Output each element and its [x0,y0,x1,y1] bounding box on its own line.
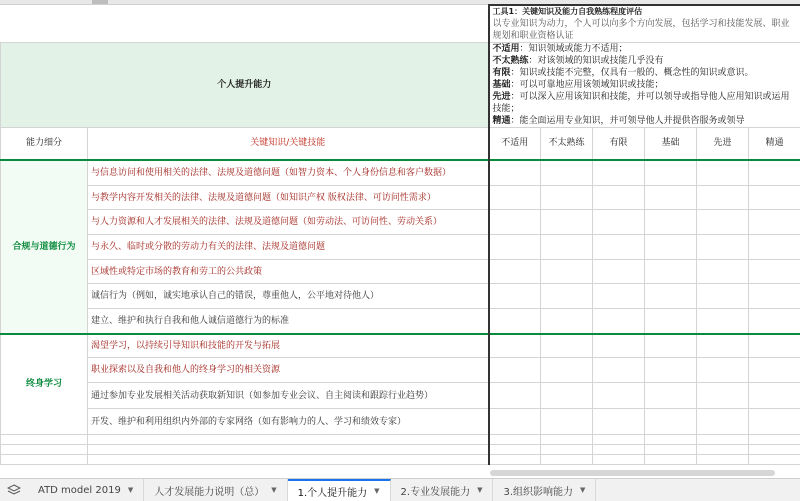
level-line: 不适用：知识领域或能力不适用； [493,43,798,55]
empty-cell[interactable] [541,455,593,465]
rating-cell[interactable] [749,409,800,435]
page-title[interactable]: 个人提升能力 [1,43,489,128]
rating-cell[interactable] [489,186,541,210]
empty-cell[interactable] [645,445,697,455]
dropdown-icon: ▼ [477,486,482,494]
empty-cell[interactable] [489,435,541,445]
table-row-item[interactable]: 职业探索以及自我和他人的终身学习的相关资源 [88,358,489,383]
column-header-knowledge[interactable]: 关键知识/关键技能 [88,128,489,160]
tool-description-cell[interactable] [489,5,800,43]
empty-cell[interactable] [541,435,593,445]
rating-cell[interactable] [541,358,593,383]
rating-cell[interactable] [489,160,541,186]
rating-cell[interactable] [593,260,645,284]
rating-cell[interactable] [593,409,645,435]
rating-cell[interactable] [697,383,749,409]
spreadsheet-grid[interactable] [0,4,800,476]
rating-cell[interactable] [645,358,697,383]
column-header-rating[interactable]: 不适用 [489,128,541,160]
table-row-item[interactable]: 与人力资源和人才发展相关的法律、法规及道德问题（如劳动法、可访问性、劳动关系） [88,210,489,235]
rating-cell[interactable] [489,309,541,334]
sheets-layers-icon[interactable] [0,479,28,501]
level-line: 基础：可以可靠地应用该领域知识或技能； [493,79,798,91]
empty-cell[interactable] [489,445,541,455]
column-header-rating[interactable]: 不太熟练 [541,128,593,160]
empty-cell[interactable] [593,445,645,455]
rating-cell[interactable] [489,260,541,284]
empty-cell[interactable] [1,435,88,445]
rating-cell[interactable] [697,409,749,435]
tab-label: ATD model 2019 [38,485,121,496]
empty-cell[interactable] [749,445,800,455]
rating-cell[interactable] [541,235,593,260]
rating-cell[interactable] [645,334,697,358]
level-line: 有限：知识或技能不完整，仅具有一般的、概念性的知识或意识。 [493,67,798,79]
rating-cell[interactable] [541,334,593,358]
rating-cell[interactable] [645,260,697,284]
empty-cell[interactable] [88,445,489,455]
dropdown-icon: ▼ [128,486,133,494]
rating-cell[interactable] [645,160,697,186]
rating-cell[interactable] [697,210,749,235]
rating-cell[interactable] [749,160,800,186]
empty-cell[interactable] [1,445,88,455]
rating-cell[interactable] [697,186,749,210]
empty-cell[interactable] [645,435,697,445]
rating-cell[interactable] [697,160,749,186]
rating-cell[interactable] [645,235,697,260]
rating-cell[interactable] [489,235,541,260]
rating-cell[interactable] [593,235,645,260]
empty-cell[interactable] [697,455,749,465]
rating-cell[interactable] [593,383,645,409]
level-legend[interactable] [489,43,800,128]
rating-cell[interactable] [645,383,697,409]
rating-cell[interactable] [593,284,645,309]
tab-label: 人才发展能力说明（总） [154,483,264,498]
rating-cell[interactable] [749,186,800,210]
rating-cell[interactable] [697,334,749,358]
rating-cell[interactable] [645,409,697,435]
rating-cell[interactable] [541,210,593,235]
empty-cell[interactable] [697,445,749,455]
empty-cell[interactable] [593,455,645,465]
rating-cell[interactable] [697,309,749,334]
rating-cell[interactable] [489,284,541,309]
rating-cell[interactable] [749,284,800,309]
empty-cell[interactable] [541,445,593,455]
horizontal-scrollbar[interactable] [490,470,775,476]
rating-cell[interactable] [697,260,749,284]
dropdown-icon: ▼ [271,486,276,494]
layers-icon [7,483,21,497]
tab-personal-capability[interactable] [288,479,391,501]
column-header-category[interactable]: 能力细分 [1,128,88,160]
empty-cell[interactable] [749,455,800,465]
tool-title: 工具1：关键知识及能力自我熟练程度评估 [493,6,798,18]
table-row-item[interactable]: 与信息访问和使用相关的法律、法规及道德问题（如智力资本、个人身份信息和客户数据） [88,160,489,186]
rating-cell[interactable] [593,186,645,210]
sheet-tab-bar [0,478,800,501]
tab-talent-overview[interactable] [144,479,287,501]
table-row-item[interactable]: 诚信行为（例如，诚实地承认自己的错误，尊重他人，公平地对待他人） [88,284,489,309]
rating-cell[interactable] [645,284,697,309]
rating-cell[interactable] [749,210,800,235]
empty-cell[interactable] [645,455,697,465]
table-row-item[interactable]: 与教学内容开发相关的法律、法规及道德问题（如知识产权 版权法律、可访问性需求） [88,186,489,210]
tab-label: 3.组织影响能力 [503,483,573,498]
table-row-item[interactable]: 通过参加专业发展相关活动获取新知识（如参加专业会议、自主阅读和跟踪行业趋势） [88,383,489,409]
rating-cell[interactable] [541,160,593,186]
level-line: 精通：能全面运用专业知识，并可领导他人并提供咨服务或领导 [493,115,798,127]
rating-cell[interactable] [593,358,645,383]
category-lifelong-learning[interactable]: 终身学习 [1,334,88,435]
dropdown-icon: ▼ [580,486,585,494]
rating-cell[interactable] [489,334,541,358]
rating-cell[interactable] [749,334,800,358]
table-row-item[interactable]: 渴望学习，以持续引导知识和技能的开发与拓展 [88,334,489,358]
rating-cell[interactable] [541,409,593,435]
column-header-rating[interactable]: 先进 [697,128,749,160]
rating-cell[interactable] [489,358,541,383]
rating-cell[interactable] [541,186,593,210]
rating-cell[interactable] [593,210,645,235]
rating-cell[interactable] [489,383,541,409]
rating-cell[interactable] [749,358,800,383]
rating-cell[interactable] [749,309,800,334]
rating-cell[interactable] [645,309,697,334]
rating-cell[interactable] [593,309,645,334]
rating-cell[interactable] [749,235,800,260]
level-line: 不太熟练：对该领域的知识或技能几乎没有 [493,55,798,67]
column-header-rating[interactable]: 有限 [593,128,645,160]
dropdown-icon: ▼ [374,487,379,495]
tab-org-impact[interactable] [493,479,596,501]
competency-table [0,4,800,465]
rating-cell[interactable] [541,383,593,409]
rating-cell[interactable] [697,235,749,260]
tab-label: 1.个人提升能力 [298,484,368,499]
tab-atd-model[interactable] [28,479,144,501]
rating-cell[interactable] [749,383,800,409]
blank-cell [1,5,489,43]
empty-cell[interactable] [489,455,541,465]
rating-cell[interactable] [697,284,749,309]
rating-cell[interactable] [489,409,541,435]
rating-cell[interactable] [593,334,645,358]
table-row-item[interactable]: 建立、维护和执行自我和他人诚信道德行为的标准 [88,309,489,334]
rating-cell[interactable] [645,210,697,235]
empty-cell[interactable] [88,435,489,445]
table-row-item[interactable]: 开发、维护和利用组织内外部的专家网络（如有影响力的人、学习和绩效专家） [88,409,489,435]
empty-cell[interactable] [88,455,489,465]
rating-cell[interactable] [541,309,593,334]
tool-desc: 以专业知识为动力，个人可以向多个方向发展，包括学习和技能发展、职业规划和职业资格认证 [493,18,798,42]
rating-cell[interactable] [541,260,593,284]
rating-cell[interactable] [489,210,541,235]
rating-cell[interactable] [645,186,697,210]
tab-professional-development[interactable] [391,479,494,501]
rating-cell[interactable] [749,260,800,284]
rating-cell[interactable] [593,160,645,186]
column-header-rating[interactable]: 精通 [749,128,800,160]
tab-label: 2.专业发展能力 [401,483,471,498]
empty-cell[interactable] [1,455,88,465]
empty-cell[interactable] [697,435,749,445]
column-header-rating[interactable]: 基础 [645,128,697,160]
empty-cell[interactable] [593,435,645,445]
empty-cell[interactable] [749,435,800,445]
category-compliance-ethics[interactable]: 合规与道德行为 [1,160,88,334]
level-line: 先进：可以深入应用该知识和技能，并可以领导或指导他人应用知识或运用技能； [493,91,798,115]
rating-cell[interactable] [697,358,749,383]
table-row-item[interactable]: 区域性或特定市场的教育和劳工的公共政策 [88,260,489,284]
rating-cell[interactable] [541,284,593,309]
table-row-item[interactable]: 与永久、临时或分散的劳动力有关的法律、法规及道德问题 [88,235,489,260]
